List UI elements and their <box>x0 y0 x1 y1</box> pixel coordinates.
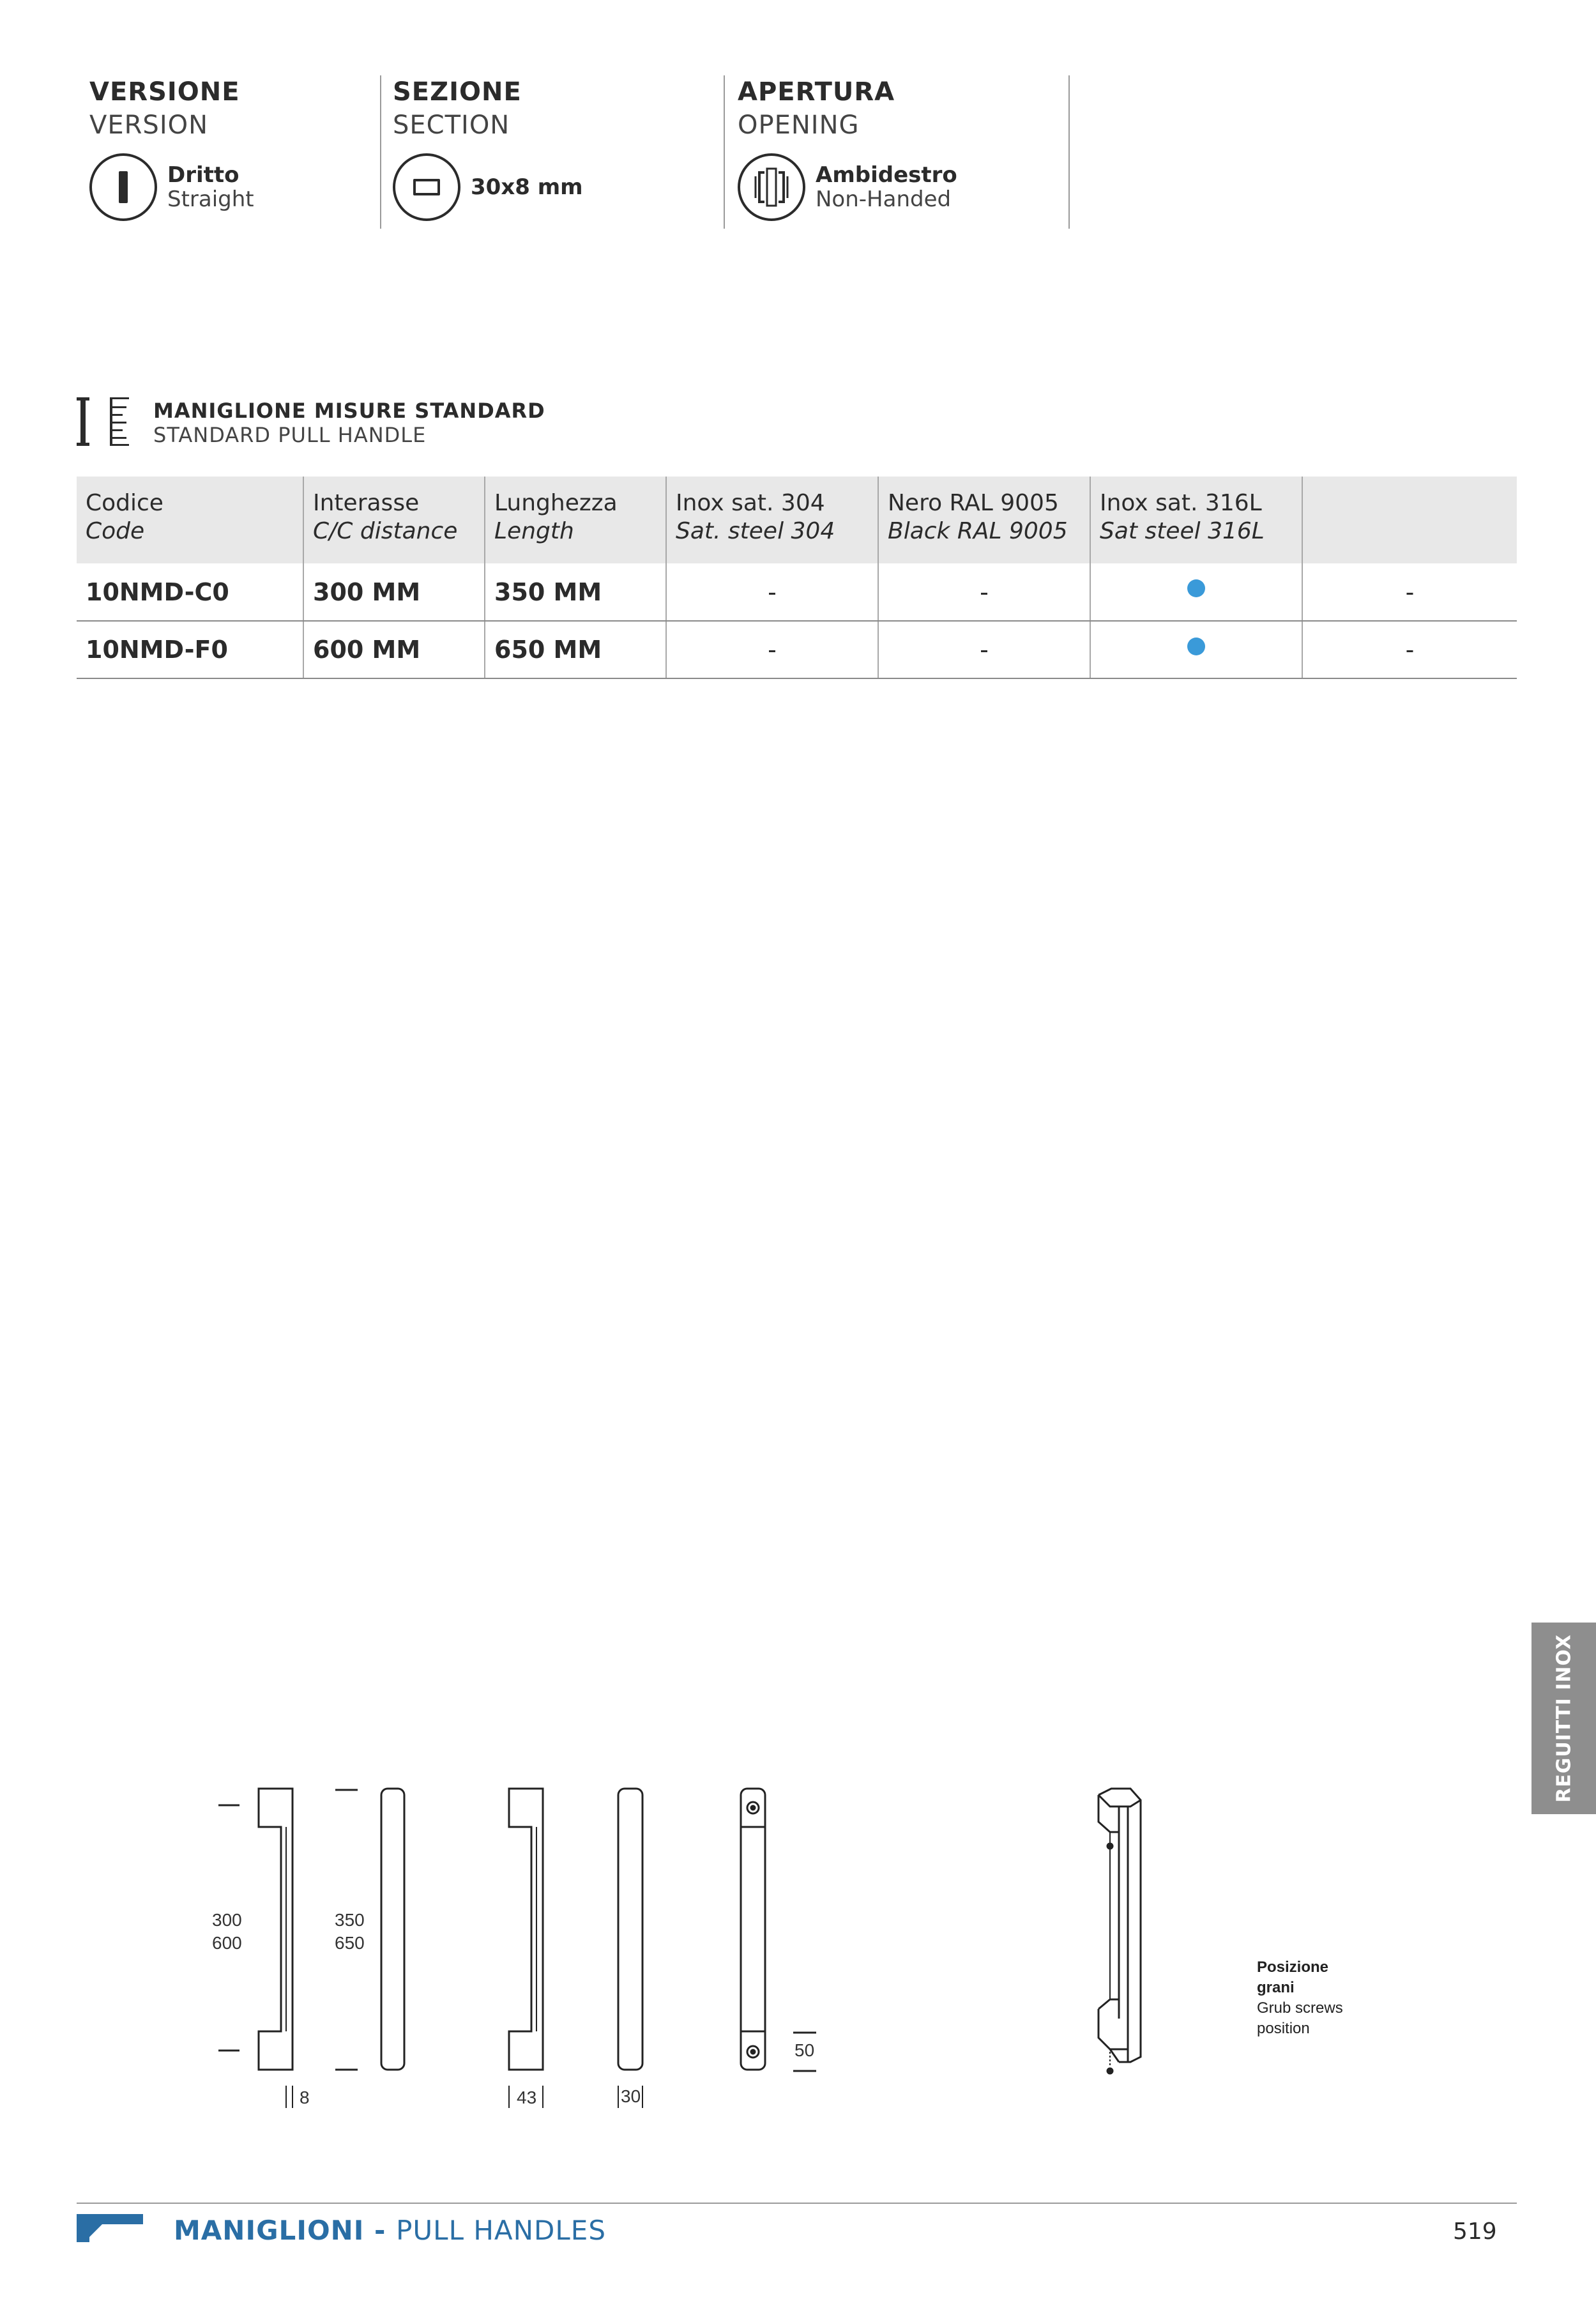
header-black-9005: Nero RAL 9005 Black RAL 9005 <box>878 477 1090 563</box>
version-block <box>89 75 370 229</box>
opening-block <box>738 75 1057 229</box>
table-header-row <box>77 477 1517 563</box>
rectangle-section-icon <box>393 153 460 221</box>
opening-value-en: Non-Handed <box>816 187 952 212</box>
cell-code: 10NMD-F0 <box>77 621 303 678</box>
front-view-drawing <box>618 1789 642 2070</box>
header-steel-316l: Inox sat. 316L Sat steel 316L <box>1090 477 1302 563</box>
length-dimension-label: 350 650 <box>335 1910 365 1953</box>
cell-cc: 300 MM <box>303 563 485 621</box>
footer-title <box>174 2214 606 2247</box>
header-steel-304: Inox sat. 304 Sat. steel 304 <box>666 477 878 563</box>
cell-steel-316l <box>1090 621 1302 678</box>
footer-divider <box>77 2203 1517 2204</box>
table-row <box>77 563 1517 621</box>
available-dot-icon <box>1187 579 1205 597</box>
cell-black-9005: - <box>878 621 1090 678</box>
divider <box>724 75 725 229</box>
header-empty <box>1302 477 1517 563</box>
section-title-it: MANIGLIONE MISURE STANDARD <box>153 399 545 423</box>
cell-steel-304: - <box>666 621 878 678</box>
thickness-dimension-label: 8 <box>300 2088 310 2107</box>
section-title-en: SECTION <box>393 111 510 140</box>
version-value-en: Straight <box>167 187 254 212</box>
side-tab-label: REGUITTI INOX <box>1553 1634 1575 1803</box>
standard-sizes-table <box>77 477 1517 679</box>
cell-extra: - <box>1302 621 1517 678</box>
straight-handle-icon <box>89 153 157 221</box>
opening-title-en: OPENING <box>738 111 860 140</box>
depth-dimension-label: 43 <box>517 2088 537 2107</box>
cc-dimension-label: 300 600 <box>212 1910 242 1953</box>
cell-black-9005: - <box>878 563 1090 621</box>
perspective-view-drawing <box>1098 1789 1141 2074</box>
version-value-it: Dritto <box>167 162 239 188</box>
section-title-it: SEZIONE <box>393 77 522 107</box>
grub-screws-note: Posizione grani Grub screws position <box>1257 1959 1343 2037</box>
section-value: 30x8 mm <box>471 174 583 200</box>
section-title <box>153 399 545 447</box>
footer-title-en: PULL HANDLES <box>396 2215 606 2246</box>
cell-length: 650 MM <box>485 621 666 678</box>
header-length: Lunghezza Length <box>485 477 666 563</box>
double-handle-icon <box>738 153 805 221</box>
section-title-en: STANDARD PULL HANDLE <box>153 423 427 447</box>
side-view-drawing <box>509 1789 543 2070</box>
end-dimension-label: 50 <box>794 2040 815 2060</box>
opening-value-it: Ambidestro <box>816 162 957 188</box>
cell-length: 350 MM <box>485 563 666 621</box>
cell-steel-316l <box>1090 563 1302 621</box>
cell-cc: 600 MM <box>303 621 485 678</box>
version-title-en: VERSION <box>89 111 209 140</box>
cell-steel-304: - <box>666 563 878 621</box>
available-dot-icon <box>1187 638 1205 655</box>
version-title-it: VERSIONE <box>89 77 240 107</box>
header-code: Codice Code <box>77 477 303 563</box>
opening-title-it: APERTURA <box>738 77 895 107</box>
footer-separator: - <box>364 2215 397 2246</box>
footer-title-it: MANIGLIONI <box>174 2215 365 2246</box>
divider <box>1068 75 1070 229</box>
page-number: 519 <box>1453 2219 1497 2245</box>
section-block <box>393 75 712 229</box>
back-view-drawing <box>741 1789 816 2071</box>
divider <box>380 75 381 229</box>
dimension-ticks <box>286 2086 642 2108</box>
brand-logo-icon <box>77 2214 143 2242</box>
header-cc-distance: Interasse C/C distance <box>303 477 485 563</box>
cell-extra: - <box>1302 563 1517 621</box>
handle-measure-icon <box>75 395 133 450</box>
width-dimension-label: 30 <box>621 2086 641 2106</box>
table-row <box>77 621 1517 678</box>
cell-code: 10NMD-C0 <box>77 563 303 621</box>
